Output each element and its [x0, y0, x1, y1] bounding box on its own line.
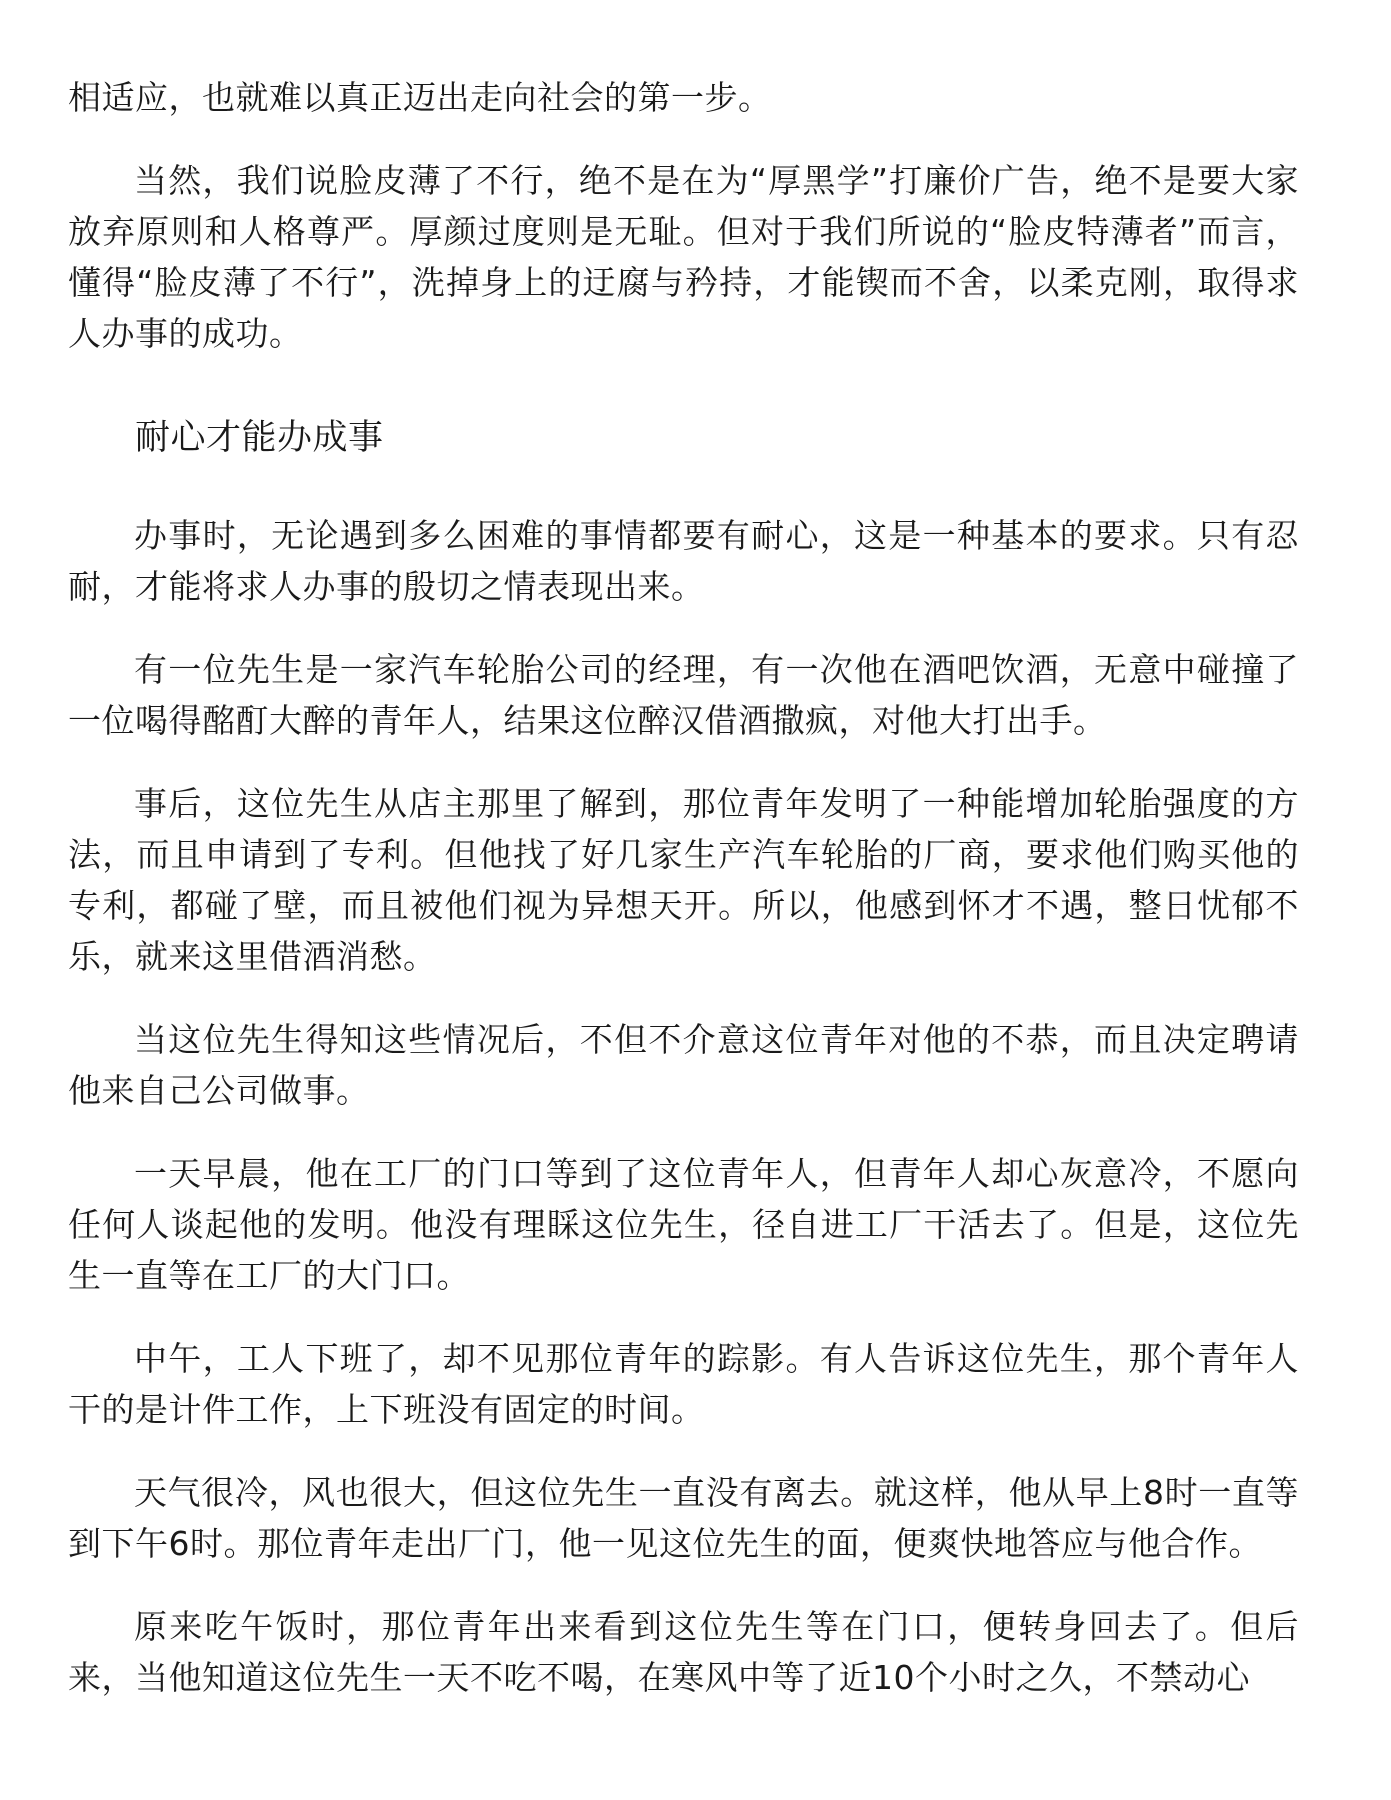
paragraph: 当然，我们说脸皮薄了不行，绝不是在为“厚黑学”打廉价广告，绝不是要大家放弃原则和人格尊严。厚颜过度则是无耻。但对于我们所说的“脸皮特薄者”而言，懂得“脸皮薄了不行”，洗掉身上的迂腐与矜持，才能锲而不舍，以柔克刚，取得求人办事的成功。	[68, 161, 1299, 353]
section-heading: 耐心才能办成事	[135, 418, 384, 458]
paragraph: 中午，工人下班了，却不见那位青年的踪影。有人告诉这位先生，那个青年人干的是计件工作，上下班没有固定的时间。	[68, 1339, 1299, 1429]
paragraph: 原来吃午饭时，那位青年出来看到这位先生等在门口，便转身回去了。但后来，当他知道这位先生一天不吃不喝，在寒风中等了近10个小时之久，不禁动心	[68, 1607, 1299, 1697]
paragraph: 事后，这位先生从店主那里了解到，那位青年发明了一种能增加轮胎强度的方法，而且申请到了专利。但他找了好几家生产汽车轮胎的厂商，要求他们购买他的专利，都碰了壁，而且被他们视为异想天开。所以，他感到怀才不遇，整日忧郁不乐，就来这里借酒消愁。	[68, 784, 1299, 976]
paragraph: 有一位先生是一家汽车轮胎公司的经理，有一次他在酒吧饮酒，无意中碰撞了一位喝得酩酊大醉的青年人，结果这位醉汉借酒撒疯，对他大打出手。	[68, 650, 1299, 740]
paragraph: 天气很冷，风也很大，但这位先生一直没有离去。就这样，他从早上8时一直等到下午6时。那位青年走出厂门，他一见这位先生的面，便爽快地答应与他合作。	[68, 1473, 1299, 1563]
paragraph: 一天早晨，他在工厂的门口等到了这位青年人，但青年人却心灰意冷，不愿向任何人谈起他的发明。他没有理睬这位先生，径自进工厂干活去了。但是，这位先生一直等在工厂的大门口。	[68, 1154, 1299, 1295]
paragraph-continuation: 相适应，也就难以真正迈出走向社会的第一步。	[68, 78, 772, 117]
paragraph: 办事时，无论遇到多么困难的事情都要有耐心，这是一种基本的要求。只有忍耐，才能将求人办事的殷切之情表现出来。	[68, 516, 1299, 606]
paragraph: 当这位先生得知这些情况后，不但不介意这位青年对他的不恭，而且决定聘请他来自己公司做事。	[68, 1020, 1299, 1110]
